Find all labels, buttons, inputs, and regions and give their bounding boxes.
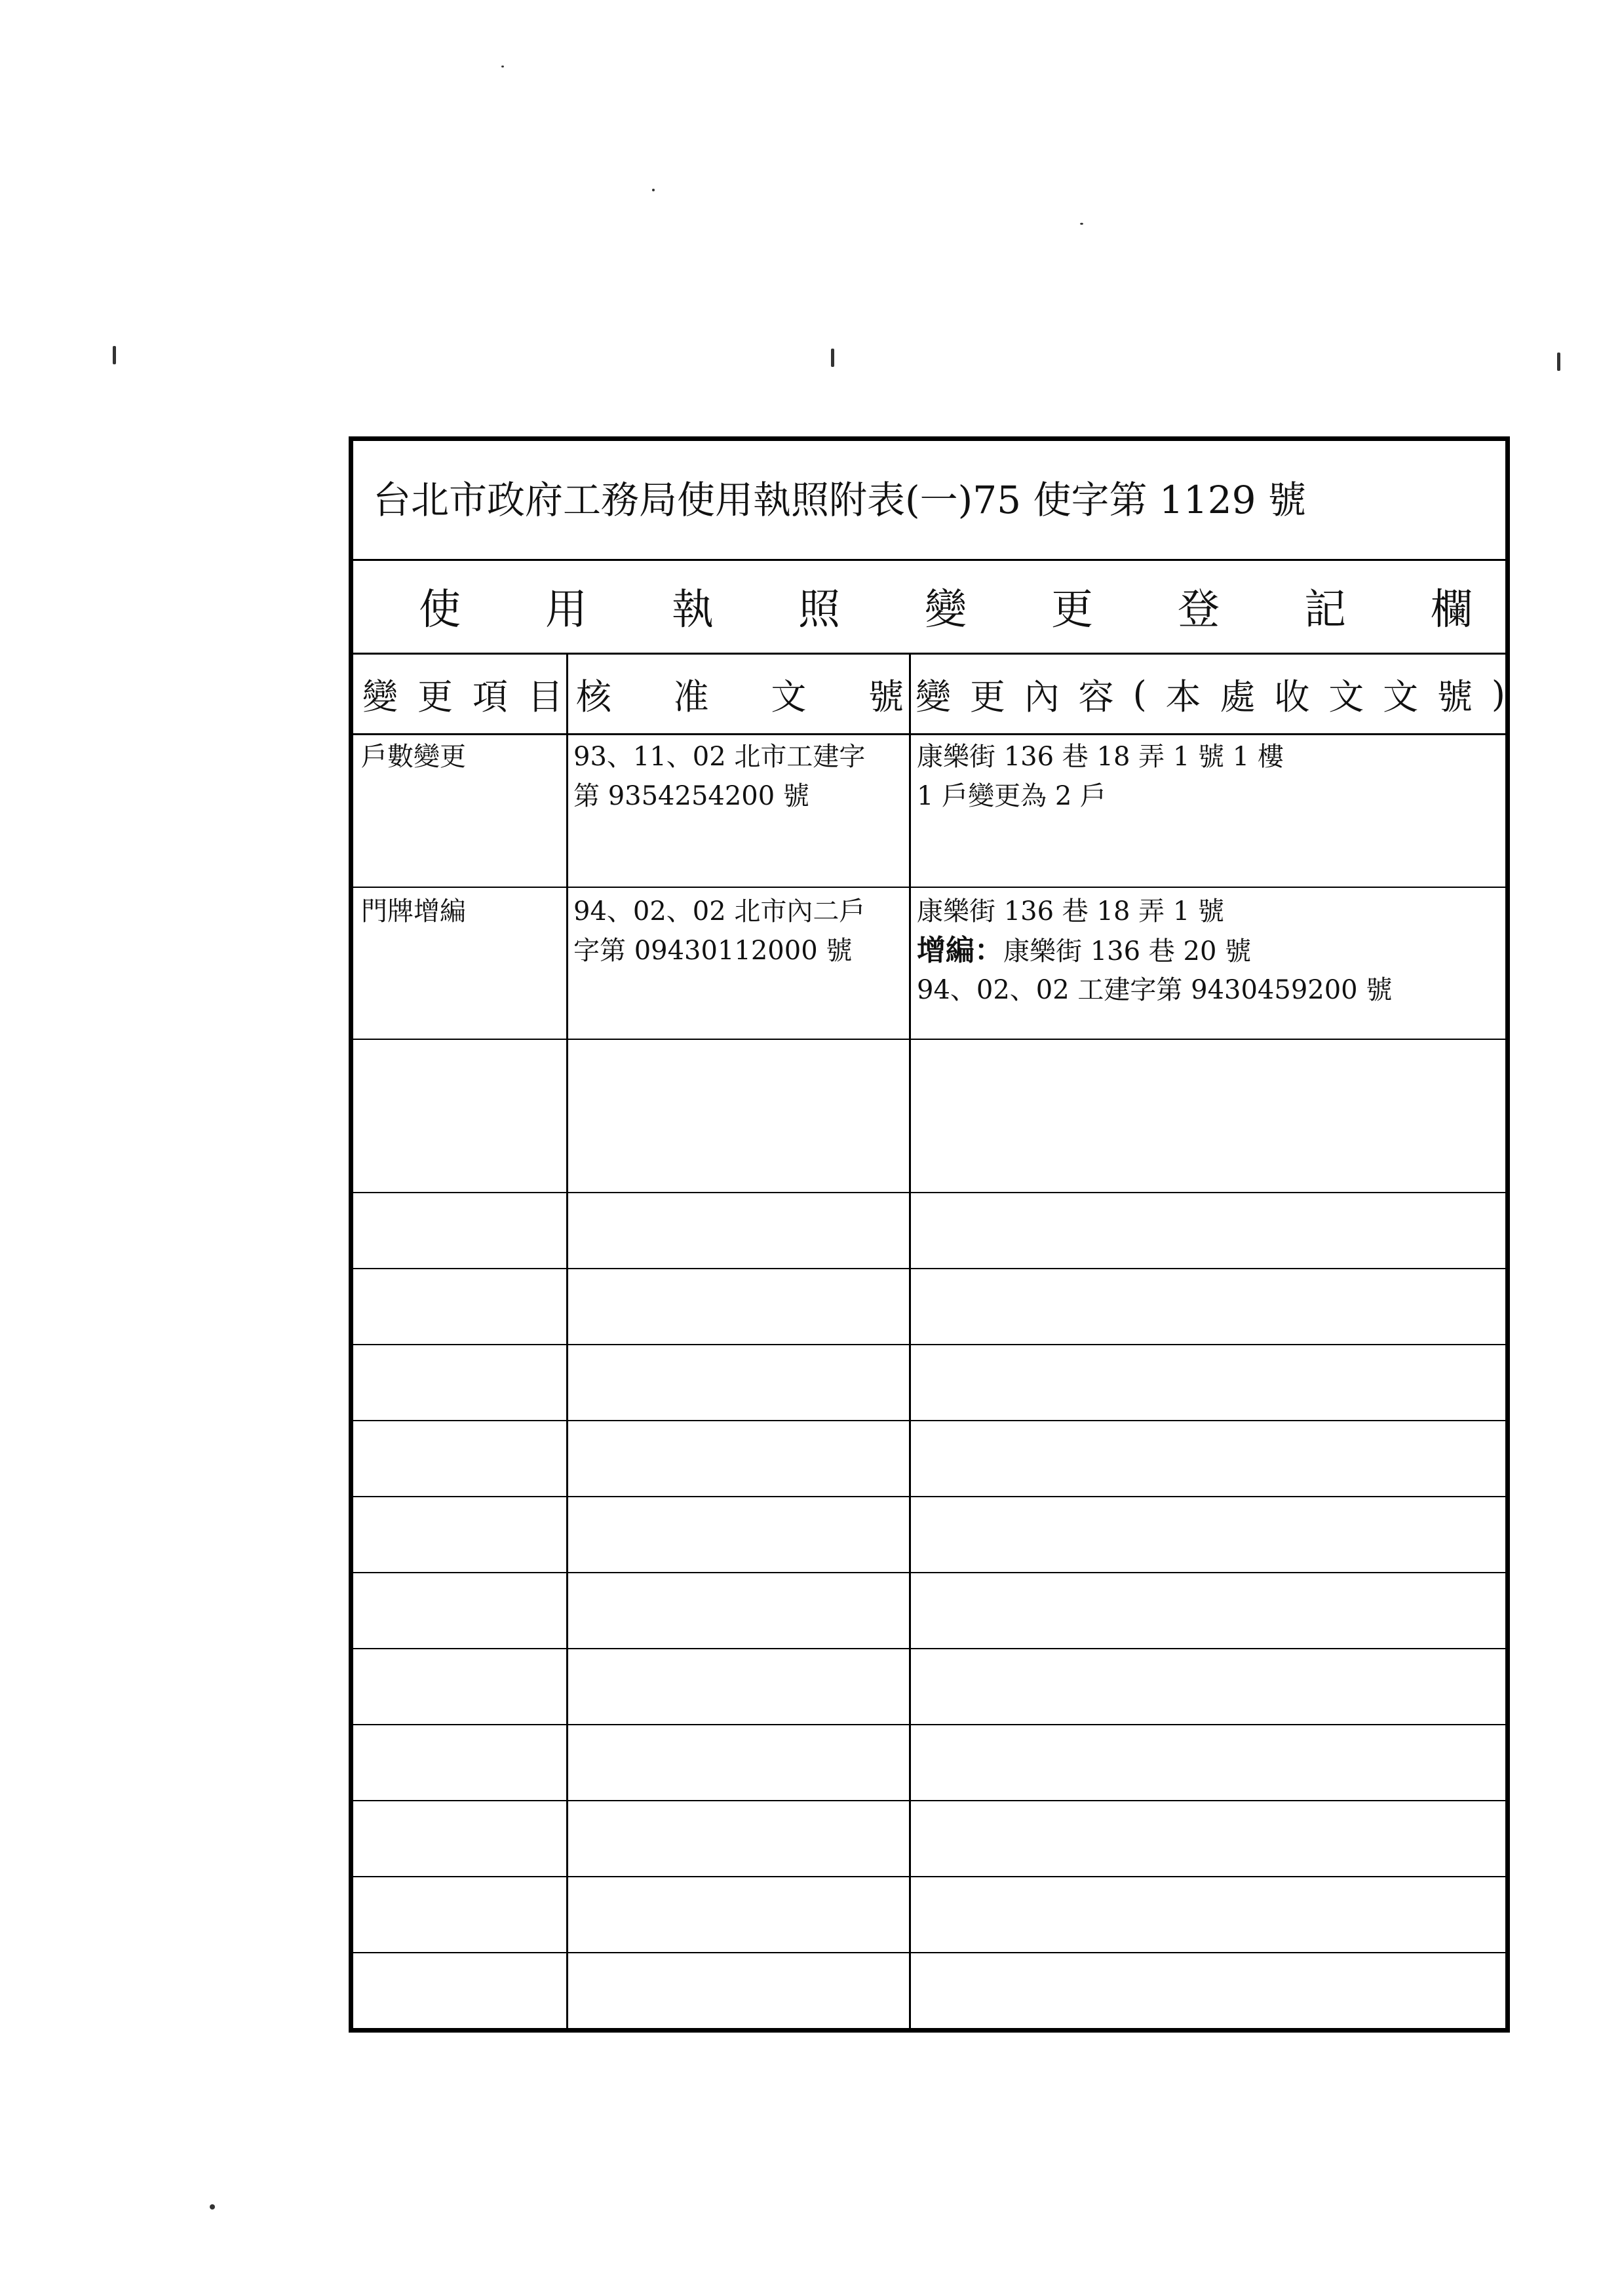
banner-char: 登 (1178, 585, 1220, 634)
row-divider (353, 1648, 1505, 1649)
row-divider (353, 1496, 1505, 1497)
row-divider (353, 887, 1505, 888)
row-divider (353, 1039, 1505, 1040)
row-1-change-item: 戶數變更 (361, 742, 466, 772)
banner-char: 用 (545, 585, 587, 634)
section-banner (353, 559, 1505, 655)
row-divider (353, 1572, 1505, 1573)
added-label: 增編： (917, 934, 1003, 967)
column-divider (566, 655, 568, 2028)
row-2-change-item: 門牌增編 (361, 896, 466, 927)
banner-char: 變 (925, 585, 967, 634)
scan-speck (1557, 353, 1560, 371)
row-divider (353, 1876, 1505, 1877)
scan-speck (652, 189, 655, 191)
banner-char: 更 (1051, 585, 1093, 634)
row-2-content-line-2 (917, 931, 1251, 971)
scan-speck (831, 349, 834, 367)
row-divider (353, 1192, 1505, 1193)
row-2-approval-line-2: 字第 09430112000 號 (573, 936, 853, 966)
row-2-approval-line-1: 94、02、02 北市內二戶 (573, 896, 866, 927)
form-title: 台北市政府工務局使用執照附表(一)75 使字第 1129 號 (353, 441, 1505, 561)
row-2-content-added-address: 康樂街 136 巷 20 號 (1003, 936, 1252, 966)
row-1-approval-line-1: 93、11、02 北市工建字 (573, 742, 866, 772)
row-divider (353, 733, 1505, 735)
scan-speck (210, 2204, 215, 2210)
banner-char: 欄 (1431, 585, 1473, 634)
header-change-content: 變 更 內 容 ( 本 處 收 文 文 號 ) (916, 673, 1505, 718)
banner-char: 執 (672, 585, 714, 634)
row-1-content-line-2: 1 戶變更為 2 戶 (917, 781, 1107, 811)
scan-speck (501, 66, 504, 67)
banner-char: 照 (798, 585, 840, 634)
row-2-content-line-1: 康樂街 136 巷 18 弄 1 號 (917, 896, 1224, 927)
row-divider (353, 1344, 1505, 1345)
row-divider (353, 1420, 1505, 1421)
row-divider (353, 1800, 1505, 1801)
scan-speck (113, 346, 116, 364)
row-1-content-line-1: 康樂街 136 巷 18 弄 1 號 1 樓 (917, 742, 1284, 772)
row-2-content-line-3: 94、02、02 工建字第 9430459200 號 (917, 975, 1393, 1005)
row-1-approval-line-2: 第 9354254200 號 (573, 781, 809, 811)
scan-speck (1080, 223, 1083, 225)
row-divider (353, 1724, 1505, 1725)
header-approval-number: 核 准 文 號 (576, 676, 904, 718)
usage-license-change-form (349, 436, 1510, 2033)
header-change-item: 變 更 項 目 (362, 676, 563, 718)
banner-char: 使 (419, 585, 461, 634)
banner-char: 記 (1304, 585, 1346, 634)
row-divider (353, 1268, 1505, 1269)
column-divider (909, 655, 911, 2028)
row-divider (353, 1952, 1505, 1953)
